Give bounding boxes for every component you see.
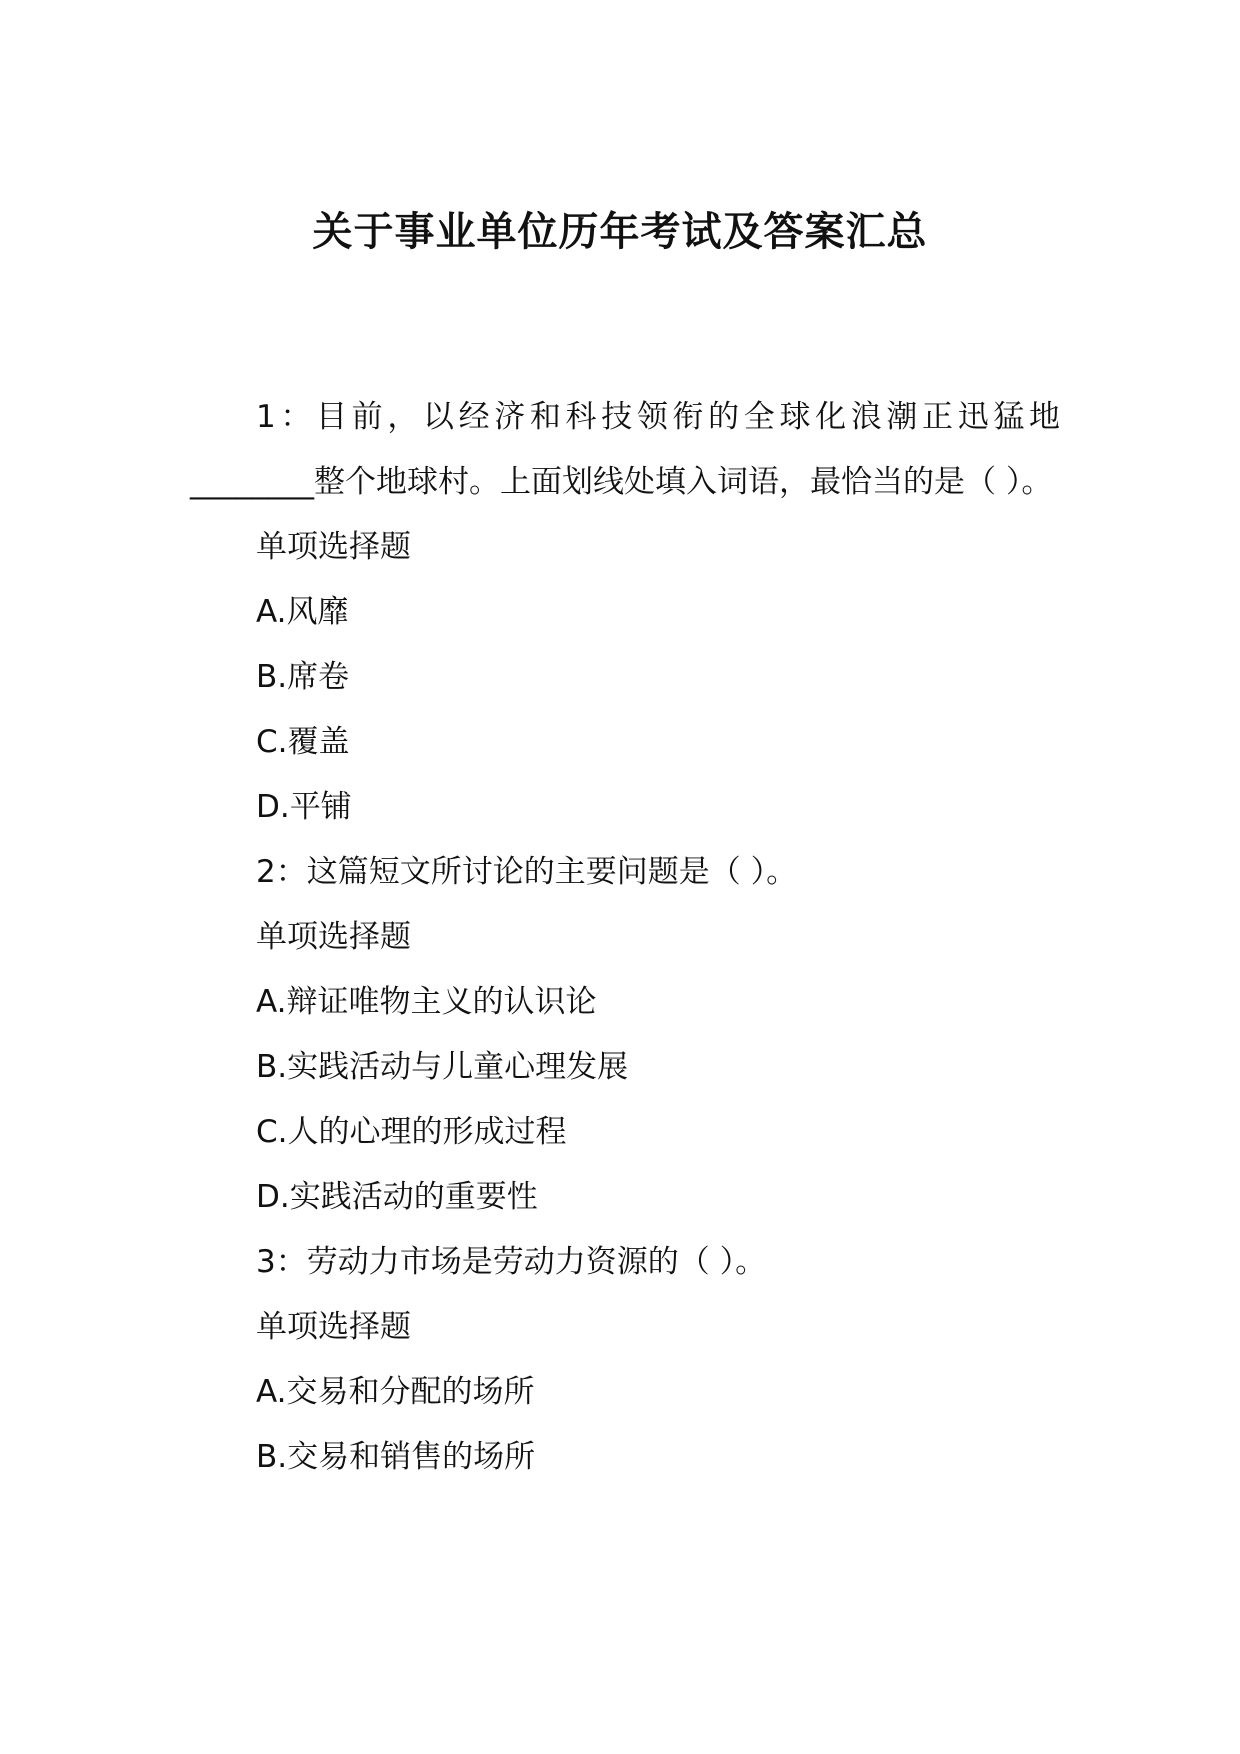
question-3-option-b: B.交易和销售的场所 <box>256 1439 536 1475</box>
question-3-type: 单项选择题 <box>256 1309 411 1345</box>
question-2-type: 单项选择题 <box>256 919 411 955</box>
question-2-option-a: A.辩证唯物主义的认识论 <box>256 984 597 1020</box>
question-1-option-d: D.平铺 <box>256 789 352 825</box>
question-1-option-a: A.风靡 <box>256 594 349 630</box>
question-1-type: 单项选择题 <box>256 529 411 565</box>
question-1-option-b: B.席卷 <box>256 659 350 695</box>
question-2-option-c: C.人的心理的形成过程 <box>256 1114 567 1150</box>
question-3-option-a: A.交易和分配的场所 <box>256 1374 535 1410</box>
question-1-option-c: C.覆盖 <box>256 724 350 760</box>
question-1-stem: 1：目前，以经济和科技领衔的全球化浪潮正迅猛地________整个地球村。上面划线处填入词语，最恰当的是（ ）。 <box>190 399 1060 500</box>
question-2-stem: 2：这篇短文所讨论的主要问题是（ ）。 <box>256 854 798 890</box>
question-2-option-d: D.实践活动的重要性 <box>256 1179 538 1215</box>
question-3-stem: 3：劳动力市场是劳动力资源的（ ）。 <box>256 1244 767 1280</box>
document-body <box>190 385 1060 1490</box>
question-2-option-b: B.实践活动与儿童心理发展 <box>256 1049 629 1085</box>
document-title: 关于事业单位历年考试及答案汇总 <box>312 209 928 255</box>
